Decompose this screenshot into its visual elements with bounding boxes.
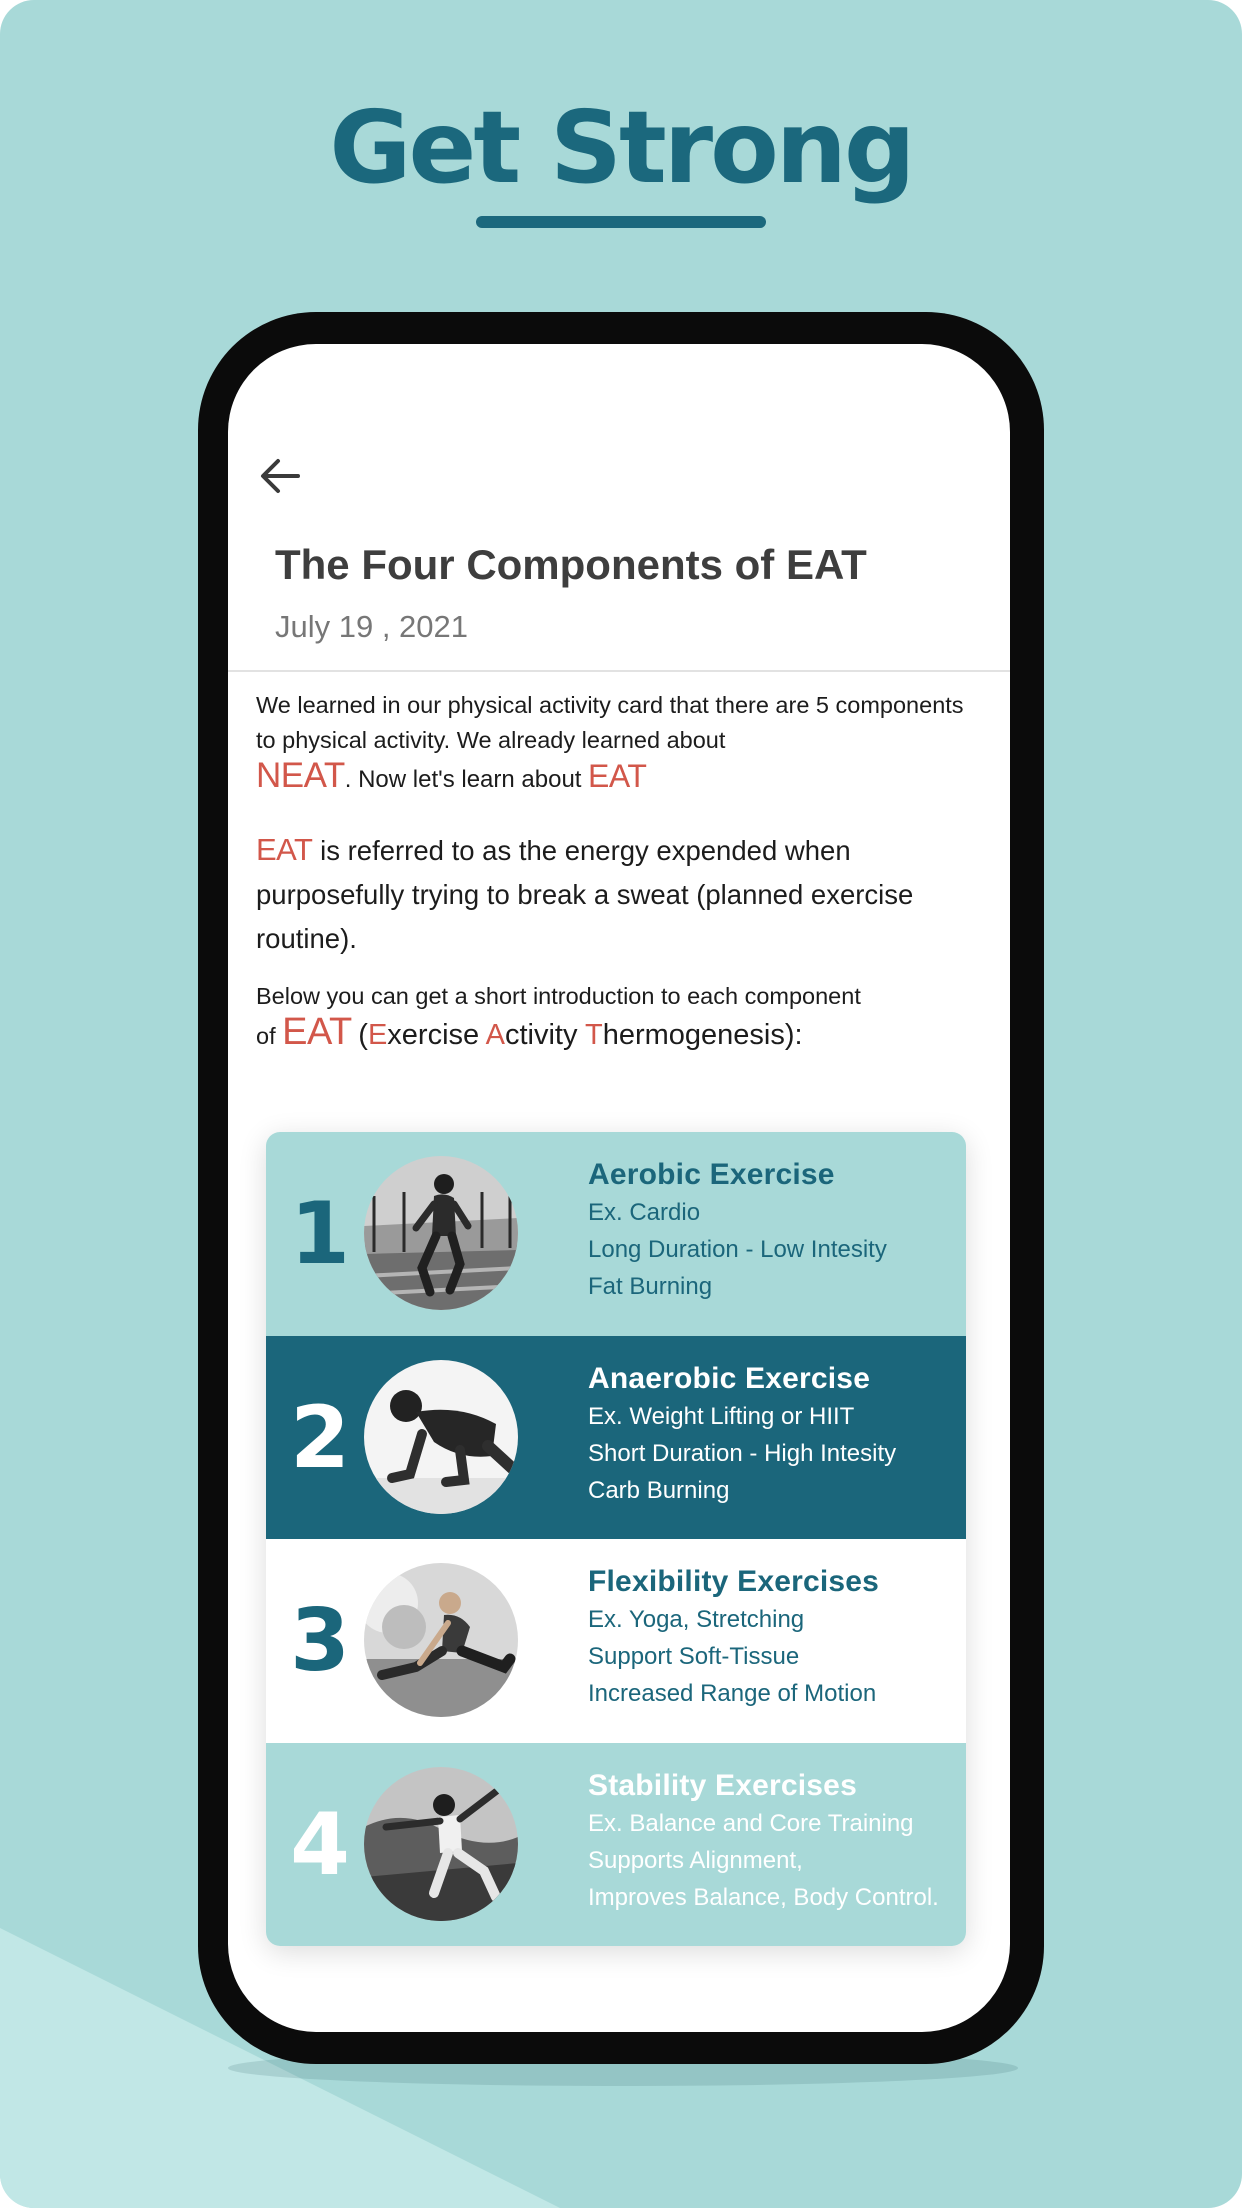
eat-term: EAT <box>282 1011 352 1053</box>
balancing-man-icon <box>364 1767 518 1921</box>
intro-text: We learned in our physical activity card that there are 5 components to physical activity. We already learned about <box>256 692 964 753</box>
component-photo <box>364 1360 518 1514</box>
component-detail: Increased Range of Motion <box>588 1680 877 1707</box>
components-intro-paragraph <box>256 978 986 1054</box>
phone-frame <box>198 312 1044 2064</box>
component-card[interactable] <box>266 1336 966 1540</box>
component-photo <box>364 1767 518 1921</box>
phone-screen <box>228 344 1010 2032</box>
component-photo <box>364 1563 518 1717</box>
intro-text-continued: . Now let's learn about <box>344 766 582 793</box>
component-text <box>588 1563 958 1712</box>
component-card[interactable] <box>266 1539 966 1743</box>
component-card[interactable] <box>266 1132 966 1336</box>
component-detail: Ex. Cardio <box>588 1199 701 1226</box>
component-card[interactable] <box>266 1743 966 1947</box>
neat-term: NEAT <box>256 756 345 795</box>
component-detail: Carb Burning <box>588 1476 730 1504</box>
component-detail: Improves Balance, Body Control. <box>588 1883 939 1911</box>
eat-term: EAT <box>256 832 313 867</box>
component-text <box>588 1156 958 1305</box>
component-number: 4 <box>290 1794 350 1895</box>
component-text <box>588 1360 958 1509</box>
headline: Get Strong <box>329 89 913 206</box>
definition-paragraph <box>256 828 986 961</box>
intro-paragraph <box>256 688 986 797</box>
header-divider <box>228 670 1010 672</box>
arrow-left-icon <box>258 454 302 498</box>
back-button[interactable] <box>258 454 302 498</box>
crouching-athlete-icon <box>364 1360 518 1514</box>
component-photo <box>364 1156 518 1310</box>
article-date: July 19 , 2021 <box>275 609 469 644</box>
eat-term: EAT <box>588 758 647 794</box>
component-detail: Fat Burning <box>588 1273 713 1300</box>
component-detail: Ex. Yoga, Stretching <box>588 1606 805 1633</box>
component-detail: Supports Alignment, <box>588 1846 803 1874</box>
component-detail: Support Soft-Tissue <box>588 1643 800 1670</box>
component-number: 1 <box>290 1184 350 1284</box>
component-number: 3 <box>290 1591 350 1691</box>
components-intro-text: Below you can get a short introduction to each component <box>256 983 861 1009</box>
component-detail: Ex. Weight Lifting or HIIT <box>588 1402 855 1430</box>
component-title: Anaerobic Exercise <box>588 1361 871 1395</box>
stretching-woman-icon <box>364 1563 518 1717</box>
of-word: of <box>256 1023 276 1049</box>
component-title: Stability Exercises <box>588 1768 857 1802</box>
headline-underline <box>476 216 766 228</box>
running-person-icon <box>364 1156 518 1310</box>
component-text <box>588 1767 958 1916</box>
article-title: The Four Components of EAT <box>275 541 867 588</box>
eat-expansion: (Exercise Activity Thermogenesis): <box>358 1019 803 1051</box>
component-detail: Ex. Balance and Core Training <box>588 1809 914 1837</box>
component-number: 2 <box>290 1387 350 1488</box>
components-list <box>266 1132 966 1946</box>
component-title: Aerobic Exercise <box>588 1158 835 1191</box>
component-detail: Long Duration - Low Intesity <box>588 1236 887 1263</box>
component-title: Flexibility Exercises <box>588 1565 880 1598</box>
component-detail: Short Duration - High Intesity <box>588 1439 897 1467</box>
definition-text: is referred to as the energy expended when purposefully trying to break a sweat (planned exercise routine). <box>256 835 914 954</box>
